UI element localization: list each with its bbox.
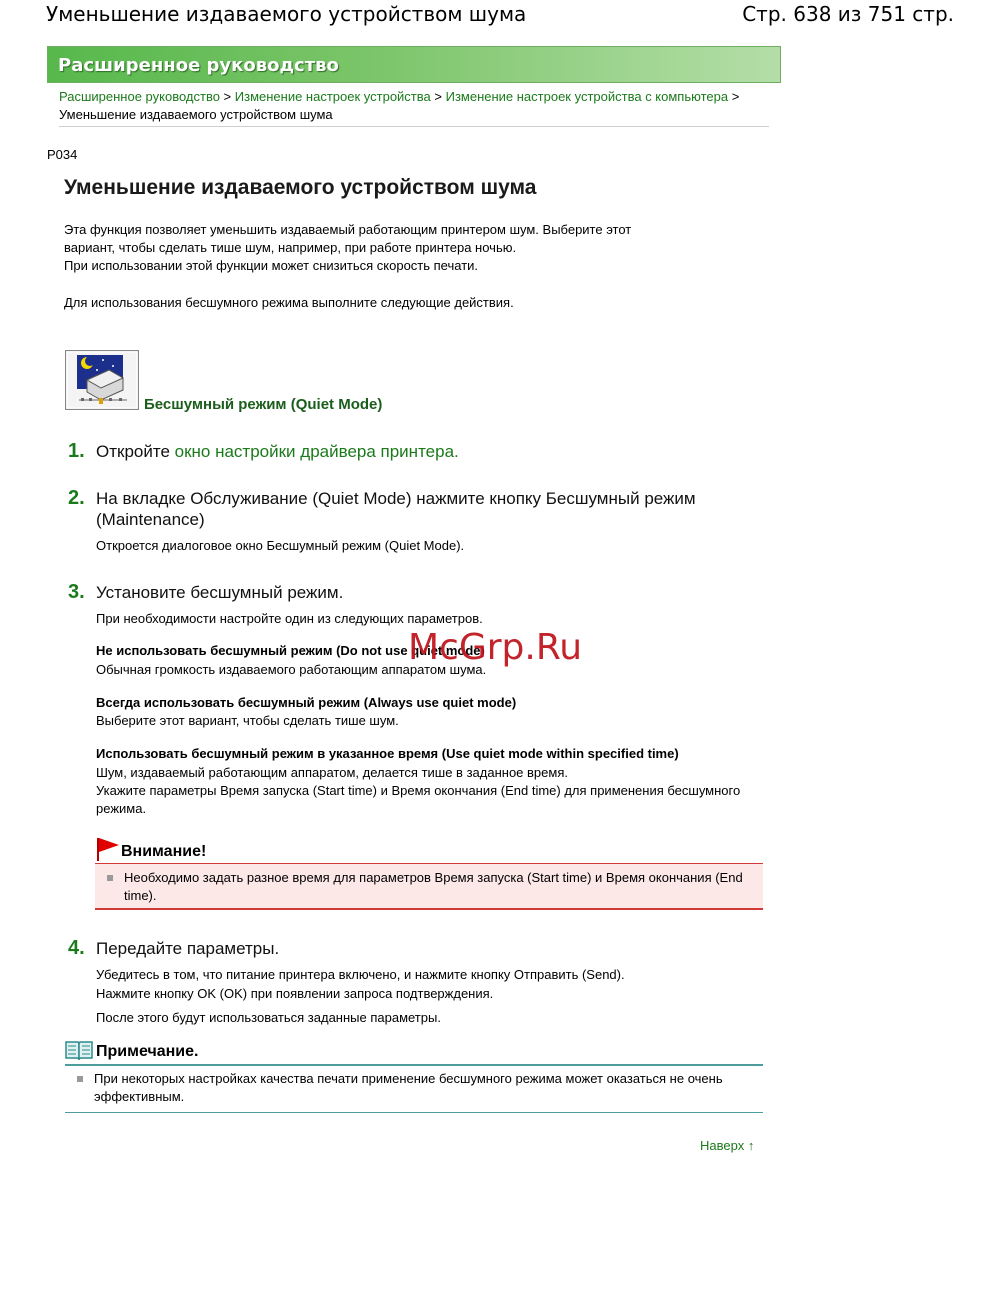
intro-line: Эта функция позволяет уменьшить издаваемый работающим принтером шум. Выберите этот [64,222,632,237]
driver-settings-link[interactable]: окно настройки драйвера принтера. [174,442,459,461]
step-description: При необходимости настройте один из следующих параметров. [96,611,483,626]
bullet-icon [77,1076,83,1082]
intro-line: вариант, чтобы сделать тише шум, например, при работе принтера ночью. [64,240,517,255]
step-description: Убедитесь в том, что питание принтера включено, и нажмите кнопку Отправить (Send). [96,967,625,982]
page-code: P034 [47,147,78,162]
option-name: Всегда использовать бесшумный режим (Always use quiet mode) [96,695,517,710]
breadcrumb-current: Уменьшение издаваемого устройством шума [59,107,333,122]
option-description: Выберите этот вариант, чтобы сделать тише шум. [96,713,399,728]
page-number: Стр. 638 из 751 стр. [742,2,954,26]
note-divider [65,1064,763,1066]
option-description: Укажите параметры Время запуска (Start time) и Время окончания (End time) для применения бесшумного режима. [96,783,741,816]
step-number: 4. [68,937,85,959]
bullet-icon [107,875,113,881]
warning-box [95,840,763,912]
quiet-mode-icon [65,350,139,410]
note-title: Примечание. [96,1043,199,1060]
step-title-text: Откройте [96,442,175,461]
breadcrumb-link-advanced-guide[interactable]: Расширенное руководство [59,89,220,104]
breadcrumb-separator: > [430,89,446,104]
step-title: Установите бесшумный режим. [96,583,344,602]
warning-text: Необходимо задать разное время для параметров Время запуска (Start time) и Время окончания (End time). [124,870,743,903]
step-title [96,441,459,462]
option-description: Обычная громкость издаваемого работающим аппаратом шума. [96,662,487,677]
watermark: McGrp.Ru [408,627,583,668]
breadcrumb [59,88,759,124]
back-to-top-link[interactable] [700,1138,754,1153]
option-name: Использовать бесшумный режим в указанное время (Use quiet mode within specified time) [96,746,679,761]
banner-title: Расширенное руководство [58,55,339,76]
breadcrumb-separator: > [728,89,740,104]
open-book-icon [65,1040,93,1065]
step-description: Откроется диалоговое окно Бесшумный режим (Quiet Mode). [96,538,465,553]
step-title: Передайте параметры. [96,939,280,958]
quiet-mode-label: Бесшумный режим (Quiet Mode) [144,396,383,413]
step-number: 2. [68,487,85,509]
option-description: Шум, издаваемый работающим аппаратом, делается тише в заданное время. [96,765,568,780]
step-description: Нажмите кнопку OK (OK) при появлении запроса подтверждения. [96,986,494,1001]
section-banner [47,46,781,83]
back-to-top-label: Наверх [700,1138,745,1153]
step-number: 3. [68,581,85,603]
option-name: Не использовать бесшумный режим (Do not use quiet mode) [96,643,485,658]
breadcrumb-link-settings-from-computer[interactable]: Изменение настроек устройства с компьютера [445,89,729,104]
step-number: 1. [68,440,85,462]
arrow-up-icon: ↑ [747,1138,755,1153]
breadcrumb-link-change-settings[interactable]: Изменение настроек устройства [234,89,431,104]
warning-title: Внимание! [121,843,207,860]
divider [59,126,769,127]
note-text: При некоторых настройках качества печати применение бесшумного режима может оказаться не очень эффективным. [94,1071,723,1104]
intro-line: При использовании этой функции может снизиться скорость печати. [64,258,479,273]
step-description: После этого будут использоваться заданные параметры. [96,1010,441,1025]
section-heading: Уменьшение издаваемого устройством шума [64,176,537,199]
step-title: На вкладке Обслуживание (Quiet Mode) нажмите кнопку Бесшумный режим (Maintenance) [96,489,696,529]
note-box [65,1040,763,1114]
page-title: Уменьшение издаваемого устройством шума [46,2,527,26]
intro-line: Для использования бесшумного режима выполните следующие действия. [64,295,514,310]
breadcrumb-separator: > [219,89,235,104]
warning-body [95,864,763,910]
note-divider [65,1112,763,1113]
